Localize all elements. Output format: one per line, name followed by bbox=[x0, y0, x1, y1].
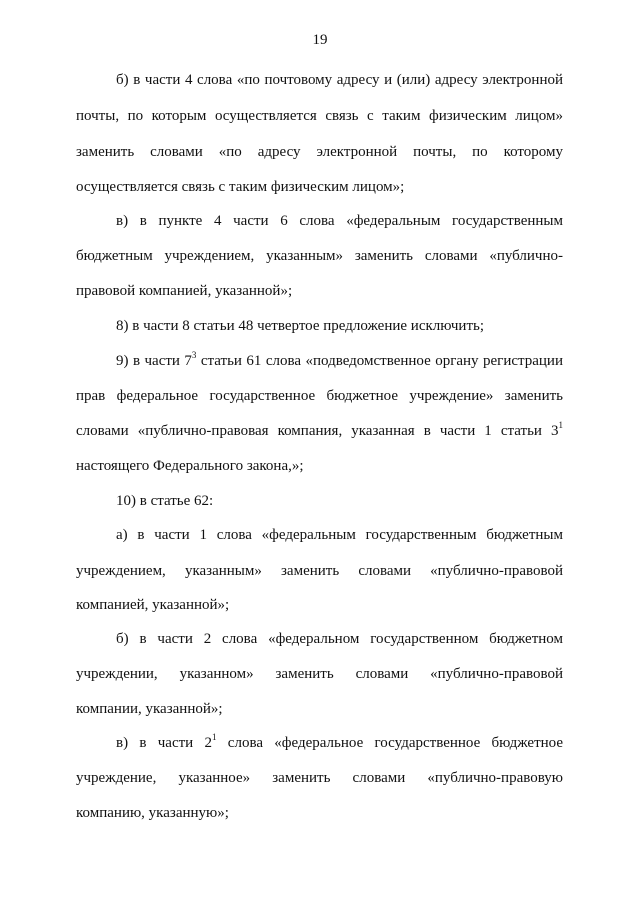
paragraph-line: компанией, указанной»; bbox=[76, 597, 230, 613]
line-text: в) в части 2 bbox=[116, 735, 212, 751]
paragraph-line: компании, указанной»; bbox=[76, 701, 223, 717]
paragraph-line: прав федеральное государственное бюджетное учреждение» заменить bbox=[76, 388, 563, 404]
page-number: 19 bbox=[312, 32, 328, 48]
paragraph-line: осуществляется связь с таким физическим лицом»; bbox=[76, 179, 405, 195]
paragraph-line: в) в пункте 4 части 6 слова «федеральным государственным bbox=[116, 213, 563, 229]
paragraph-line: настоящего Федерального закона,»; bbox=[76, 458, 304, 474]
paragraph-line: компанию, указанную»; bbox=[76, 805, 229, 821]
line-text: словами «публично-правовая компания, указанная в части 1 статьи 3 bbox=[76, 423, 559, 439]
paragraph-line: заменить словами «по адресу электронной почты, по которому bbox=[76, 144, 563, 160]
paragraph-line: 10) в статье 62: bbox=[116, 493, 214, 509]
paragraph-line: б) в части 2 слова «федеральном государственном бюджетном bbox=[116, 631, 563, 647]
paragraph-line: 8) в части 8 статьи 48 четвертое предложение исключить; bbox=[116, 318, 485, 334]
paragraph-line: учреждение, указанное» заменить словами «публично-правовую bbox=[76, 770, 563, 786]
paragraph-line: почты, по которым осуществляется связь с таким физическим лицом» bbox=[76, 108, 563, 124]
superscript: 1 bbox=[558, 420, 563, 430]
paragraph-line: учреждением, указанным» заменить словами «публично-правовой bbox=[76, 563, 563, 579]
paragraph-line: правовой компанией, указанной»; bbox=[76, 283, 293, 299]
line-text: слова «федеральное государственное бюджетное bbox=[216, 735, 563, 751]
superscript: 1 bbox=[212, 732, 217, 742]
superscript: 3 bbox=[191, 350, 197, 360]
paragraph-line: бюджетным учреждением, указанным» заменить словами «публично- bbox=[76, 248, 563, 264]
paragraph-line bbox=[76, 733, 563, 753]
paragraph-line: б) в части 4 слова «по почтовому адресу и (или) адресу электронной bbox=[116, 72, 563, 88]
line-text: 9) в части 7 bbox=[116, 353, 192, 369]
paragraph-line bbox=[76, 351, 563, 371]
paragraph-line: учреждении, указанном» заменить словами «публично-правовой bbox=[76, 666, 563, 682]
paragraph-line bbox=[76, 421, 563, 441]
paragraph-line: а) в части 1 слова «федеральным государственным бюджетным bbox=[116, 527, 563, 543]
line-text: статьи 61 слова «подведомственное органу регистрации bbox=[196, 353, 563, 369]
